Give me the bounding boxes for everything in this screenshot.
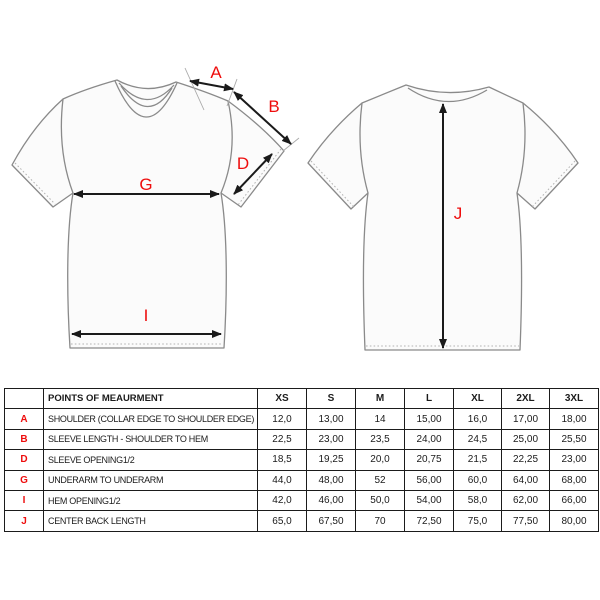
size-header: XS bbox=[258, 389, 307, 409]
measurement-value: 77,50 bbox=[502, 511, 550, 531]
measurement-value: 24,5 bbox=[454, 429, 502, 449]
measurement-value: 18,00 bbox=[550, 409, 599, 429]
measurement-value: 14 bbox=[356, 409, 405, 429]
points-of-measurement-header: POINTS OF MEAURMENT bbox=[44, 389, 258, 409]
measurement-value: 56,00 bbox=[405, 470, 454, 490]
measurement-value: 12,0 bbox=[258, 409, 307, 429]
measurement-value: 52 bbox=[356, 470, 405, 490]
size-header: L bbox=[405, 389, 454, 409]
measurement-value: 17,00 bbox=[502, 409, 550, 429]
measurement-value: 54,00 bbox=[405, 490, 454, 510]
measurement-name: SLEEVE OPENING1/2 bbox=[44, 450, 258, 470]
table-row bbox=[5, 511, 599, 531]
measurement-value: 20,0 bbox=[356, 450, 405, 470]
measurement-value: 23,5 bbox=[356, 429, 405, 449]
measurement-value: 19,25 bbox=[307, 450, 356, 470]
row-letter: D bbox=[5, 450, 44, 470]
measurement-value: 13,00 bbox=[307, 409, 356, 429]
table-row bbox=[5, 450, 599, 470]
label-I: I bbox=[143, 306, 149, 325]
table-row bbox=[5, 429, 599, 449]
row-letter: I bbox=[5, 490, 44, 510]
table-header-row bbox=[5, 389, 599, 409]
measurement-value: 72,50 bbox=[405, 511, 454, 531]
label-J: J bbox=[453, 204, 463, 223]
size-chart-table bbox=[4, 388, 599, 532]
size-header: S bbox=[307, 389, 356, 409]
label-A: A bbox=[210, 63, 222, 82]
measurement-value: 64,00 bbox=[502, 470, 550, 490]
measurement-value: 15,00 bbox=[405, 409, 454, 429]
measurement-value: 22,25 bbox=[502, 450, 550, 470]
measurement-value: 23,00 bbox=[550, 450, 599, 470]
label-B: B bbox=[268, 97, 280, 116]
measurement-value: 80,00 bbox=[550, 511, 599, 531]
measurement-name: SHOULDER (COLLAR EDGE TO SHOULDER EDGE) bbox=[44, 409, 258, 429]
measurement-value: 67,50 bbox=[307, 511, 356, 531]
measurement-value: 70 bbox=[356, 511, 405, 531]
measurement-value: 18,5 bbox=[258, 450, 307, 470]
measurement-value: 58,0 bbox=[454, 490, 502, 510]
measurement-value: 20,75 bbox=[405, 450, 454, 470]
measurement-value: 44,0 bbox=[258, 470, 307, 490]
row-letter: G bbox=[5, 470, 44, 490]
measurement-value: 25,00 bbox=[502, 429, 550, 449]
measurement-value: 24,00 bbox=[405, 429, 454, 449]
corner-cell bbox=[5, 389, 44, 409]
measurement-value: 21,5 bbox=[454, 450, 502, 470]
size-header: 2XL bbox=[502, 389, 550, 409]
table-row bbox=[5, 470, 599, 490]
measurement-value: 42,0 bbox=[258, 490, 307, 510]
measurement-value: 75,0 bbox=[454, 511, 502, 531]
table-row bbox=[5, 409, 599, 429]
measurement-value: 22,5 bbox=[258, 429, 307, 449]
measurement-value: 65,0 bbox=[258, 511, 307, 531]
arrow-A-shoulder bbox=[190, 81, 233, 89]
measurement-value: 25,50 bbox=[550, 429, 599, 449]
row-letter: B bbox=[5, 429, 44, 449]
measurement-name: CENTER BACK LENGTH bbox=[44, 511, 258, 531]
label-D: D bbox=[236, 154, 250, 173]
measurement-name: UNDERARM TO UNDERARM bbox=[44, 470, 258, 490]
measurement-value: 68,00 bbox=[550, 470, 599, 490]
measurement-value: 60,0 bbox=[454, 470, 502, 490]
row-letter: J bbox=[5, 511, 44, 531]
measurement-value: 23,00 bbox=[307, 429, 356, 449]
measurement-name: HEM OPENING1/2 bbox=[44, 490, 258, 510]
measurement-value: 46,00 bbox=[307, 490, 356, 510]
measurement-value: 62,00 bbox=[502, 490, 550, 510]
measurement-value: 66,00 bbox=[550, 490, 599, 510]
size-header: 3XL bbox=[550, 389, 599, 409]
size-header: XL bbox=[454, 389, 502, 409]
measurement-value: 50,0 bbox=[356, 490, 405, 510]
size-header: M bbox=[356, 389, 405, 409]
measurement-value: 48,00 bbox=[307, 470, 356, 490]
measurement-value: 16,0 bbox=[454, 409, 502, 429]
measurement-name: SLEEVE LENGTH - SHOULDER TO HEM bbox=[44, 429, 258, 449]
label-G: G bbox=[139, 175, 153, 194]
row-letter: A bbox=[5, 409, 44, 429]
table-row bbox=[5, 490, 599, 510]
